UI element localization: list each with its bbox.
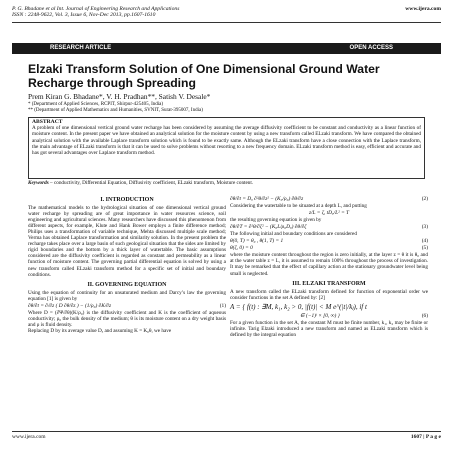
set-a-definition-tail: ∈ (−1)ʲ × [0, ∞) } [300,312,340,319]
keywords [28,180,425,186]
equation-5 [230,245,428,251]
substitution-equation: z/L = ζ, tDₐ/L² = T [308,210,350,217]
moisture-description: where the moisture content throughout the region is zero initially, at the layer z = θ it is θ₀ and at the water table z = L, it is assumed to remain 100% throughout the process of investigation. It may be remarked that the effect of capillary action at the stationary groundwater level being small is neglected. [230,252,428,277]
equation-1-body: ∂θ/∂t = ∂/∂z ( D ∂θ/∂z ) − (1/ρ₀) ∂K/∂z [28,302,112,309]
right-column [230,195,428,338]
running-header [12,6,441,19]
equation-1-number: (1) [219,302,226,309]
equation-4 [230,238,428,244]
keywords-text: – conductivity, Differential Equation, Diffusivity coefficient, ELzaki transform, Moisture content. [50,180,254,186]
research-article-label: RESEARCH ARTICLE [50,45,112,51]
set-a-definition: A = { f(t) : ∃M, k₁, k₂ > 0, |f(t)| < M e^(|t|/kⱼ), if t [230,302,367,311]
page-number: 1607 | P a g e [410,434,441,440]
abstract-text: A problem of one dimensional vertical ground water recharge has been considered by assuming the average diffusivity coefficient to be constant and conductivity as a linear function of moisture content. In the present paper we have obtained an analytical solution for the moisture content by using a new transform called ELzaki transform. We have compared the obtained analytical solution with the available Laplace transform solution which is found to be exactly same. Although the ELzaki transform have a close connection with the Laplace transform, the main advantage of ELzaki transform is that it can be used to solve problems without resorting to a new frequency domain. ELzaki transform method is easy, efficient and accurate and has got several advantages over Laplace transform method. [32,125,421,157]
header-rule [12,22,441,23]
conditions-text: The following initial and boundary conditions are considered [230,231,357,238]
open-access-label: OPEN ACCESS [349,45,393,51]
equation-3-number: (3) [421,224,428,231]
equation-1 [28,303,226,309]
equation-5-number: (5) [421,245,428,252]
journal-url[interactable]: www.ijera.com [405,6,441,12]
footer-rule [12,431,441,432]
set-a-definition-cont [230,313,428,319]
governing-text-3: Replacing D by its average value Dₐ and assuming K = K₀θ, we have [28,327,172,334]
substitution-text: Considering the watertable to be situated at a depth L, and putting [230,203,367,210]
equation-2-number: (2) [421,196,428,202]
author-list: Prem Kiran G. Bhadane*, V. H. Pradhan**, Satish V. Desale* [28,92,211,101]
equation-3-body: ∂θ/∂T = ∂²θ/∂ζ² − (K₀L/ρ₀Dₐ) ∂θ/∂ζ [230,224,307,231]
equation-4-number: (4) [421,238,428,245]
governing-text-1: Using the equation of continuity for an unsaturated medium and Darcy’s law the governing equation [1] is given by [28,289,226,302]
governing-heading: II. GOVERNING EQUATION [87,281,167,288]
governing-text-2: Where D = (∂Ψ/∂θ)(K/ρ₀) is the diffusivity coefficient and K is the coefficient of aqueous conductivity; ρ₀ the bulk density of the medium; θ is its moisture content on a dry weight basis and ρ is fluid density. [28,309,226,328]
elzaki-heading: III. ELZAKI TRANSFORM [292,280,366,287]
left-column [28,195,226,334]
article-type-band [12,43,441,54]
journal-line-1: P. G. Bhadane et al Int. Journal of Engineering Research and Applications [12,6,180,12]
affiliation-2: ** (Department of Applied Mathematics and Humanities, SVNIT, Surat-395007, India) [28,108,203,113]
equation-2 [230,196,428,202]
paper-title: Elzaki Transform Solution of One Dimensional Ground Water Recharge through Spreading [28,62,380,90]
footer-url[interactable]: www.ijera.com [12,434,46,440]
equation-4-body: θ(0, T) = θ₀ , θ(1, T) = 1 [230,238,284,245]
intro-text: The mathematical models to the hydrological situation of one dimensional vertical ground water recharge by spreading are of great importance in water resources science, soil engineering and agricultural sciences. Many researchers have discussed this phenomenon from different aspects, for example, Klute and Hank Bower employs a finite difference method; Philips uses a transformation of variable technique, Mehta discussed multiple scale method; Verma has obtained Laplace transformation and similarity solution. In the present problem the recharge takes place over a large basin of such geological situation that the sides are limited by rigid boundaries and the bottom by a thick layer of watertable. The basic assumptions considered are the diffusivity coefficient is regarded as constant and permeability as a linear function of moisture content. The governing partial differential equation is solved by using a new transform called ELzaki transform method for a specific set of initial and boundary conditions. [28,205,226,278]
resulting-equation-text: the resulting governing equation is given by [230,217,322,224]
affiliation-1: * (Department of Applied Sciences, RCPIT, Shirpur-425405, India) [28,102,164,107]
elzaki-text-1: A new transform called the ELzaki transform defined for function of exponential order we consider functions in the set A defined by: [2] [230,288,428,301]
abstract-box [28,117,425,179]
equation-6-number: (6) [421,312,428,319]
equation-3 [230,224,428,230]
keywords-label: Keywords [28,180,49,186]
equation-5-body: θ(ζ, 0) = 0 [230,245,253,252]
equation-2-body: ∂θ/∂t = Dₐ ∂²θ/∂z² − (K₀/ρ₀) ∂θ/∂z [230,196,304,202]
elzaki-text-2: For a given function in the set A, the constant M must be finite number, k₁, k₂ may be finite or infinite. Tarig Elzaki introduced a new transform and named as ELzaki transform which is defined by the integral equation [230,319,428,338]
abstract-heading: ABSTRACT [32,119,63,125]
journal-line-2: ISSN : 2248-9622, Vol. 3, Issue 6, Nov-Dec 2013, pp.1607-1610 [12,12,156,19]
intro-heading: I. INTRODUCTION [100,197,154,203]
